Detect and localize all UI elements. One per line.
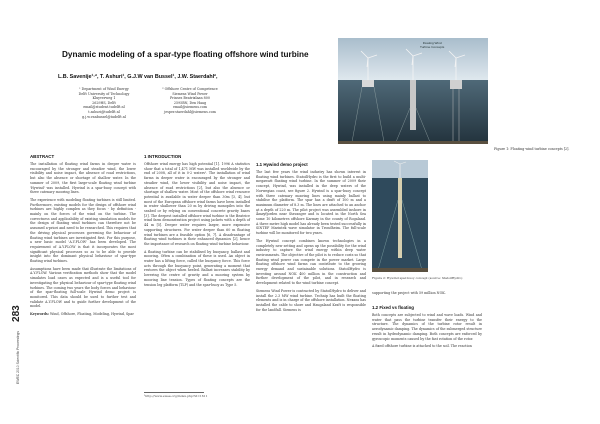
page-number: 283 xyxy=(11,305,22,322)
figure-2 xyxy=(372,160,428,272)
keywords xyxy=(30,312,136,317)
abstract-heading: ABSTRACT xyxy=(30,154,55,159)
figure-1-label-line: Floating Wind xyxy=(422,41,442,45)
section-1-1-body xyxy=(256,170,366,315)
affiliation-line: t.ashuri@tudelft.nl xyxy=(88,109,120,114)
keywords-text: Wind, Offshore, Floating, Modeling, Hywind, Spar xyxy=(50,312,134,317)
affiliation-line: jesper.staerdahl@siemens.com xyxy=(164,109,216,114)
affiliation-line: email@student.tudelft.nl xyxy=(83,105,125,110)
abstract-paragraph: The installation of floating wind farms in deeper water is encouraged by the stronger and steadier wind, the lower visibility and noise impact, the absence of road restrictions, but also the absence or shortage of shallow water. In the summer of 2009, the first large-scale floating wind turbine 'Hywind' was installed. Hywind is a spar-buoy concept with three catenary mooring lines. xyxy=(30,162,136,195)
affiliation-line: 2595BN, Den Haag xyxy=(173,100,207,105)
side-margin xyxy=(4,305,23,384)
conference-name: EWEC 2010 Scientific Proceedings xyxy=(16,331,20,384)
section-1-2-heading: 1.2 Fixed vs floating xyxy=(372,305,414,310)
figure-1-caption: Figure 1: Floating wind turbine concepts [2]. xyxy=(494,147,570,151)
affiliation-line: Kluyverweg 1 xyxy=(92,96,116,101)
section-paragraph: Siemens Wind Power is contracted by StatoilHydro to deliver and install the 2.3 MW wind turbine. Technip has built the floating elements and is in charge of the offshore installation. Nexans has installed the cable to shore and Haugaland Kraft is responsible for the landfall. Siemens is xyxy=(256,288,366,312)
section-1-2-body xyxy=(372,313,482,352)
affiliation-line: Delft University of Technology xyxy=(78,91,130,96)
introduction-paragraph: Offshore wind energy has high potential [1]. 1996 A statistics show that a total of 1,471 MW was installed worldwide by the end of 2008, all of it in 0-2 waters¹. The installation of wind farms in deeper water is encouraged by the stronger and steadier wind, the lower visibility and noise impact, the absence of road restrictions [2], but also the absence or shortage of shallow water. Most of the offshore wind resource potential is available in water deeper than 30m [3, 4], but most of the European offshore wind farms have been installed in water shallower than 20 m by driving monopiles into the seabed or by relying on conventional concrete gravity bases [3]. The deepest installed offshore wind turbine is the Beatrice wind farm demonstration project using jackets with a depth of 44 m [5]. Deeper water requires larger, more expensive supporting structures. For water deeper than 60 m floating wind turbines are a feasible option [6, 7]. A disadvantage of floating wind turbines is their enhanced dynamics [2], hence the importance of research on floating wind turbine behaviour. xyxy=(144,162,250,246)
section-paragraph: A fixed offshore turbine is attached to the soil. The reaction xyxy=(372,344,472,349)
figure-1-label xyxy=(420,41,444,49)
affiliation-line: ¹ Department of Wind Energy xyxy=(79,87,129,91)
introduction-heading: 1 INTRODUCTION xyxy=(144,154,182,159)
figure-1 xyxy=(338,38,488,144)
abstract-paragraph: The experience with modeling floating turbines is still limited. Furthermore, existing models for the design of offshore wind turbines are highly complex as they focus - by definition - mainly on the forces of the wind on the turbine. The correctness and applicability of existing simulation models for the design of floating wind turbines can therefore not be assumed a-priori and need to be researched. This requires that the driving physical processes governing the behaviour of floating wind turbines are investigated first. For this purpose, a new basic model 'A.Y.FLOW' has been developed. The requirement of A.Y.FLOW is that it incorporates the most significant physical processes so as to be able to provide insight into the dominant physical behaviour of spar-type floating wind turbines. xyxy=(30,197,136,264)
introduction-paragraph: A floating turbine can be stabilised by buoyancy, ballast and mooring. Often a combination of these is used. An object in water has a lifting force, called the buoyancy force. This force acts through the buoyancy point, generating a moment that restores the object when heeled. Ballast increases stability by lowering the centre of gravity and a mooring system by mooring line tension. Types of floating concepts are the tension leg platform (TLP) and the spar-buoy as Type 5. xyxy=(144,249,250,287)
section-paragraph: The Hywind concept combines known technologies in a completely new setting and opens up the possibility for the wind industry to capture the wind energy within deep water environments. The objective of the pilot is to reduce costs so that floating wind power can compete in the power market. Large floating offshore wind farms can contribute to the growing energy demand and sustainable solutions. StatoilHydro is investing around NOK 400 million in the construction and further development of the pilot, and in research and development related to the wind turbine concept. xyxy=(256,238,366,286)
affiliation-right xyxy=(150,87,230,115)
affiliation-line: ² Offshore Centre of Competence xyxy=(162,87,218,91)
section-paragraph: supporting the project with 59 million NOK. xyxy=(372,291,446,295)
figure-2-caption: Figure 2: Hywind spar-buoy concept (source: StatoilHydro) xyxy=(372,276,463,280)
figure-1-label-line: Turbine Concepts xyxy=(420,45,445,49)
affiliation-line: Prinses Beatrixlaan 800 xyxy=(170,96,210,101)
introduction-body xyxy=(144,162,250,290)
section-1-1-heading: 1.1 Hywind demo project xyxy=(256,162,308,167)
right-column-body xyxy=(372,291,482,299)
affiliation-left xyxy=(60,87,148,119)
keywords-label: Keywords: xyxy=(30,312,49,317)
footnote: ¹http://www.ewea.org/index.php?id=1611 xyxy=(144,394,208,398)
hywind-spar-illustration xyxy=(372,160,428,272)
affiliation-line: Siemens Wind Power xyxy=(172,91,208,96)
abstract-body xyxy=(30,162,136,320)
affiliation-line: 2629HS, Delft xyxy=(92,100,116,105)
footnote-rule xyxy=(144,392,204,393)
paper-title: Dynamic modeling of a spar-type floating offshore wind turbine xyxy=(62,50,309,59)
abstract-paragraph: Assumptions have been made that illustrate the limitations of A.Y.FLOW. Various verification methods show that the model simulates load cases as expected and is a useful tool for investigating the physical behaviour of spar-type floating wind turbines. The coming two years the body forces and behaviour of the spar-floating full-scale Hywind demo project is monitored. This data should be used to further test and validate A.Y.FLOW and to guide further development of the model. xyxy=(30,266,136,309)
section-paragraph: Both concepts are subjected to wind and wave loads. Wind and water that pass the turbine transfer their energy to the structure. The dynamics of the turbine rotor result in aerodynamic damping. The dynamics of the submerged structure result in hydrodynamic damping. Both concepts are enforced by gyroscopic moments caused by the fast rotation of the rotor. xyxy=(372,313,482,341)
floating-concepts-illustration xyxy=(338,38,488,144)
section-paragraph: The last few years the wind industry has shown interest in floating wind turbines. StatoilHydro is the first to build a multi-megawatt floating wind turbine. In the summer of 2009 their concept, Hywind, was installed in the deep waters of the Norwegian coast, see figure 2. Hywind is a spar-buoy concept with three catenary mooring lines using mainly ballast to stabilise the platform. The spar has a draft of 100 m and a maximum diameter of 8.3 m. The lines are attached to an anchor at a depth of 220 m. The pilot project was assembled inshore in Åmøyfjorden near Stavanger and is located in the North Sea some 10 kilometres offshore Karmøy in the county of Rogaland. A three metre high model has already been tested successfully in SINTEF Marintek wave simulator in Trondheim. The full-scale turbine will be monitored for two years. xyxy=(256,170,366,236)
affiliation-line: email@siemens.com xyxy=(172,105,208,110)
affiliation-line: g.j.w.vanbussel@tudelft.nl xyxy=(82,114,126,119)
author-list: L.B. Savenije¹·², T. Ashuri¹, G.J.W van Bussel¹, J.W. Staerdahl², xyxy=(58,74,218,80)
